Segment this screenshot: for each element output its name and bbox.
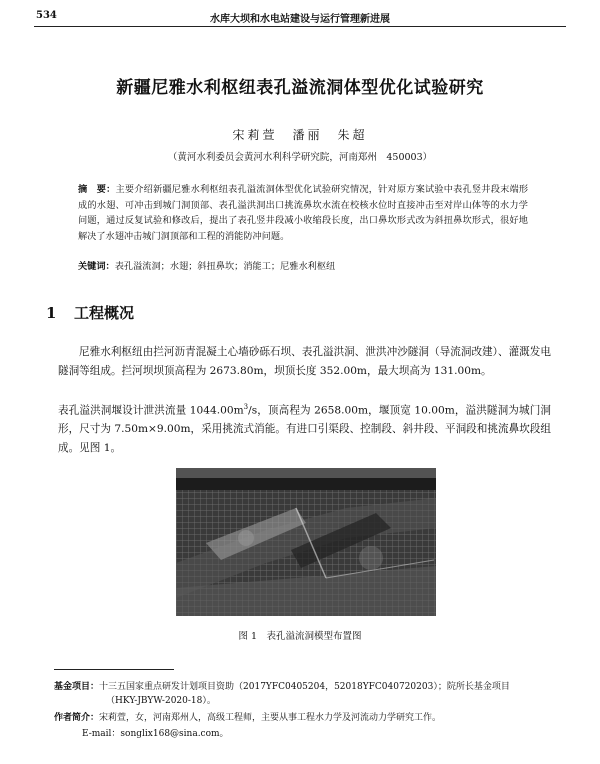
abstract <box>78 182 528 244</box>
figure-caption: 图 1 表孔溢流洞模型布置图 <box>238 631 362 642</box>
abstract-label: 摘 要： <box>78 184 116 195</box>
page-number: 534 <box>36 10 57 21</box>
fund-footnote <box>54 680 554 694</box>
section-heading <box>46 302 134 323</box>
fund-label: 基金项目： <box>54 682 100 692</box>
running-header: 水库大坝和水电站建设与运行管理新进展 <box>210 14 390 25</box>
abstract-text: 主要介绍新疆尼雅水利枢纽表孔溢流洞体型优化试验研究情况，针对原方案试验中表孔竖井段末端形成的水翅、可冲击到城门洞顶部、表孔溢洪洞出口挑流鼻坎水流在校核水位时直接冲击至对岸山体等的水力学问题，通过反复试验和修改后，提出了表孔竖井段减小收缩段长度，出口鼻坎形式改为斜扭鼻坎形式，很好地解决了水翅冲击城门洞顶部和工程的消能防冲问题。 <box>78 184 529 242</box>
paragraph-2-start: 表孔溢洪洞堰设计泄洪流量 1044.00m <box>58 404 244 417</box>
author-footnote <box>54 711 554 725</box>
paper-title: 新疆尼雅水利枢纽表孔溢流洞体型优化试验研究 <box>116 78 484 98</box>
keywords <box>78 259 528 274</box>
authors: 宋莉萱 潘丽 朱超 <box>232 128 368 142</box>
model-layout-photo <box>176 468 436 616</box>
affiliation: （黄河水利委员会黄河水利科学研究院，河南郑州 450003） <box>167 152 433 163</box>
keywords-label: 关键词： <box>78 261 115 272</box>
paragraph-1: 尼雅水利枢纽由拦河沥青混凝土心墙砂砾石坝、表孔溢洪洞、泄洪冲沙隧洞（导流洞改建）、灌溉发电隧洞等组成。拦河坝坝顶高程为 2673.80m，坝顶长度 352.00m，最大坝高为 131.00m。 <box>58 346 551 377</box>
author-label: 作者简介： <box>54 713 100 723</box>
keywords-text: 表孔溢流洞；水翅；斜扭鼻坎；消能工；尼雅水利枢纽 <box>114 261 336 272</box>
author-text: 宋莉萱，女，河南郑州人，高级工程师，主要从事工程水力学及河流动力学研究工作。 <box>99 713 442 723</box>
footnote-rule <box>54 669 174 670</box>
paragraph-2-end: /s，顶高程为 2658.00m，堰顶宽 10.00m，溢洪隧洞为城门洞形，尺寸为 7.50m×9.00m，采用挑流式消能。有进口引渠段、控制段、斜井段、平洞段和挑流鼻坎段组成。见图 1。 <box>58 404 551 454</box>
email: E-mail：songlix168@sina.com。 <box>82 729 229 739</box>
header-rule <box>34 26 566 27</box>
superscript: 3 <box>243 403 249 411</box>
paragraph-2 <box>58 398 551 457</box>
section-title: 工程概况 <box>74 304 135 322</box>
fund-text: 十三五国家重点研发计划项目资助（2017YFC0405204，52018YFC040720203）；院所长基金项目 <box>99 682 510 692</box>
fund-footnote-cont: （HKY-JBYW-2020-18）。 <box>106 696 216 706</box>
section-number: 1 <box>46 304 57 322</box>
